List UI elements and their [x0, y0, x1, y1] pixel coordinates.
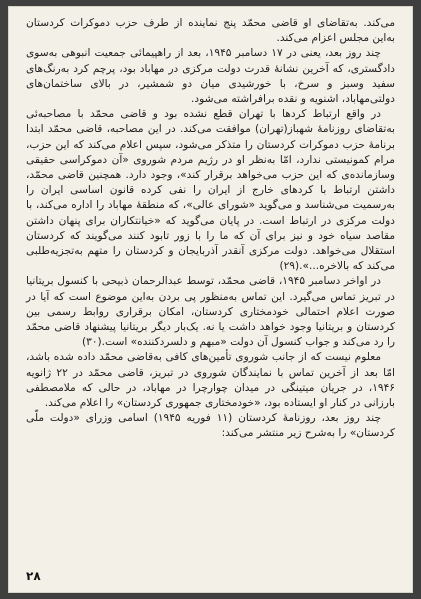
paragraph-1: می‌کند. به‌تقاضای او قاضی محمّد پنج نماینده از طرف حزب دموکرات کردستان به‌این مجلس اعزام می‌کند. — [26, 17, 395, 45]
paragraph-6: چند روز بعد، روزنامهٔ کردستان (۱۱ فوریه ۱۹۴۵) اسامی وزرای «دولت ملّی کردستان» را به‌شرح زیر منتشر می‌کند: — [26, 412, 395, 440]
paragraph-2: چند روز بعد، یعنی در ۱۷ دسامبر ۱۹۴۵، بعد از راهپیمائی جمعیت انبوهی به‌سوی دادگستری، که آخرین نشانهٔ قدرت دولت مرکزی در مهاباد بود، پرچم کرد به‌رنگ‌های سفید وسبز و سرخ، با خورشیدی میان دو شمشیر، در بالای ساختمان‌های دولتی‌مهاباد، اشنویه و نقده برافراشته می‌شود. — [26, 47, 395, 106]
book-page — [8, 6, 413, 593]
paragraph-4: در اواخر دسامبر ۱۹۴۵، قاضی محمّد، توسط عبدالرحمان ذبیحی با کنسول بریتانیا در تبریز تماس می‌گیرد. این تماس به‌منظور پی بردن به‌این موضوع است که آیا در صورت اعلام احتمالی خودمختاری کردستان، امکان برقراری روابط رسمی بین کردستان و بریتانیا وجود خواهد داشت یا نه. یک‌بار دیگر بریتانیا پیشنهاد قاضی محمّد را رد می‌کند و جواب کنسول آن دولت «مبهم و دلسردکننده» است.(۳۰) — [26, 275, 395, 349]
page-number: ۲۸ — [26, 569, 41, 583]
paragraph-3: در واقع ارتباط کردها با تهران قطع نشده بود و قاضی محمّد با مصاحبه‌ئی به‌تقاضای روزنامهٔ شهباز(تهران) موافقت می‌کند. در این مصاحبه، قاضی محمّد ابتدا برنامهٔ حزب دموکرات کردستان را متذکر می‌شود، سپس اعلام می‌کند که این حزب، مرام کمونیستی ندارد، امّا به‌نظر او در رژیم مردم شوروی «آن دموکراسی حقیقی وسازمانده‌ی که این حزب می‌خواهد برقرار کند»، وجود دارد. همچنین قاضی محمّد، داشتن ارتباط با کردهای خارج از ایران را نفی کرده قانون اساسی ایران را به‌رسمیت می‌شناسد و می‌گوید «شورای عالی»، که منطقهٔ مهاباد را اداره می‌کند، با دولت مرکزی در ارتباط است. در پایان می‌گوید که «خیانتکاران برای پنهان داشتن مقاصد سیاه خود و نیز برای آن که ما را با زور تابود کنند می‌گویند که کردستان استقلال می‌خواهد. دولت مرکزی آنقدر آذربایجان و کردستان را متهم به‌تجزیه‌طلبی می‌کند که بالاخره...».(۲۹) — [26, 108, 395, 273]
paragraph-5: معلوم نیست که از جانب شوروی تأمین‌های کافی به‌قاضی محمّد داده شده باشد، امّا بعد از آخرین تماس با نمایندگان شوروی در تبریز، قاضی محمّد در ۲۲ ژانویه ۱۹۴۶، در جریان میتینگی در میدان چوارچرا در مهاباد، در حالی که ملامصطفی بارزانی در کنار او ایستاده بود، «خودمختاری جمهوری کردستان» را اعلام می‌کند. — [26, 351, 395, 410]
body-text — [26, 16, 395, 442]
